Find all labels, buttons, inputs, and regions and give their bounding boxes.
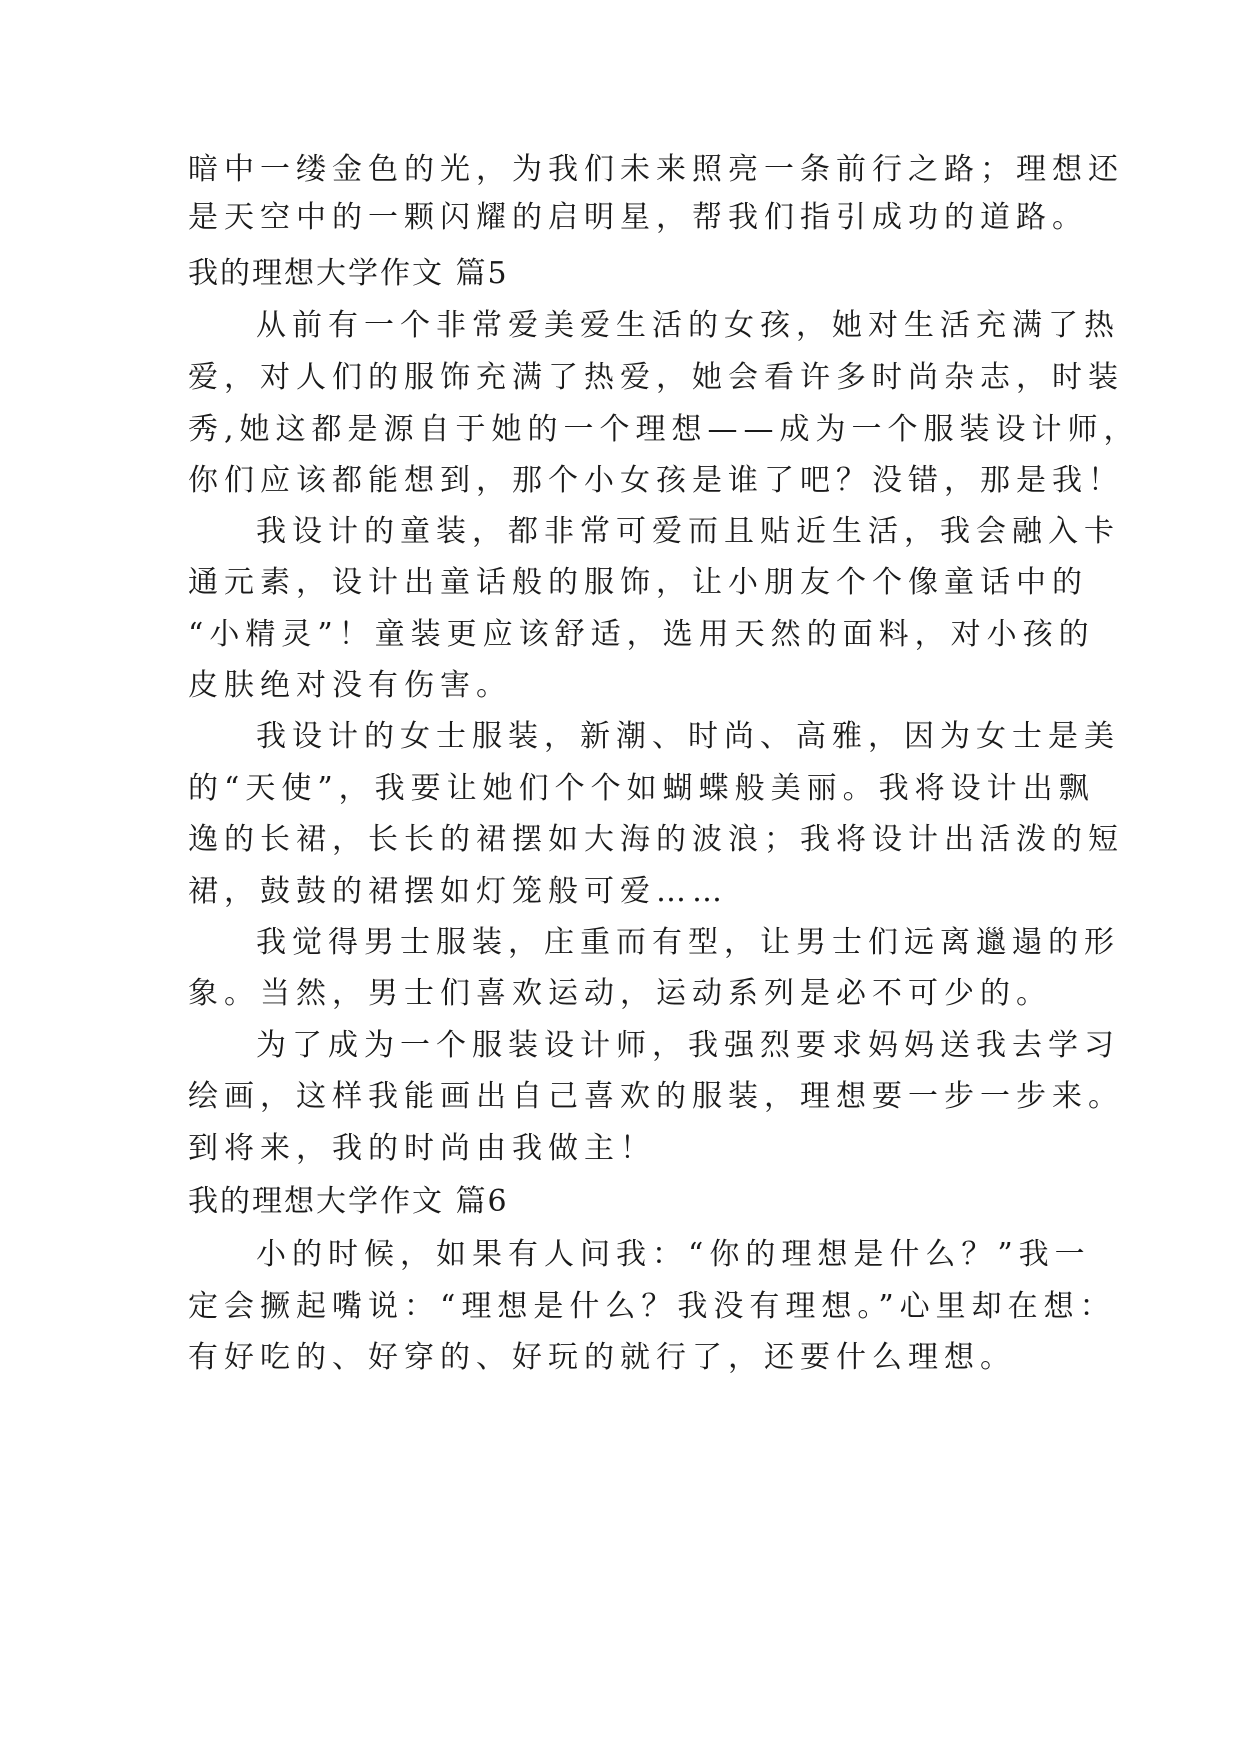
text-line: 有好吃的、好穿的、好玩的就行了，还要什么理想。 [188,1340,1016,1375]
text-line: 小的时候，如果有人问我：“你的理想是什么？”我一 [256,1237,1091,1272]
text-line: 象。当然，男士们喜欢运动，运动系列是必不可少的。 [188,976,1052,1011]
text-line: 暗中一缕金色的光，为我们未来照亮一条前行之路；理想还 [188,152,1124,187]
text-line: 为了成为一个服装设计师，我强烈要求妈妈送我去学习 [256,1028,1120,1063]
text-line: 你们应该都能想到，那个小女孩是谁了吧？没错，那是我！ [188,463,1124,498]
text-line: 裙，鼓鼓的裙摆如灯笼般可爱…… [188,874,728,909]
text-line: 到将来，我的时尚由我做主！ [188,1131,656,1166]
text-line: 我设计的童装，都非常可爱而且贴近生活，我会融入卡 [256,514,1120,549]
text-line: 的“天使”，我要让她们个个如蝴蝶般美丽。我将设计出飘 [188,771,1095,806]
text-line: 秀,她这都是源自于她的一个理想——成为一个服装设计师， [188,412,1140,447]
section-heading: 我的理想大学作文 篇5 [188,256,509,291]
text-line: 定会撅起嘴说：“理想是什么？我没有理想。”心里却在想： [188,1289,1116,1324]
text-line: 是天空中的一颗闪耀的启明星，帮我们指引成功的道路。 [188,200,1088,235]
text-line: 从前有一个非常爱美爱生活的女孩，她对生活充满了热 [256,308,1120,343]
text-line: 通元素，设计出童话般的服饰，让小朋友个个像童话中的 [188,565,1088,600]
text-line: 绘画，这样我能画出自己喜欢的服装，理想要一步一步来。 [188,1079,1124,1114]
text-line: 我觉得男士服装，庄重而有型，让男士们远离邋遢的形 [256,925,1120,960]
text-line: 逸的长裙，长长的裙摆如大海的波浪；我将设计出活泼的短 [188,822,1124,857]
text-line: “小精灵”！童装更应该舒适，选用天然的面料，对小孩的 [188,617,1095,652]
text-line: 皮肤绝对没有伤害。 [188,668,512,703]
text-line: 我设计的女士服装，新潮、时尚、高雅，因为女士是美 [256,719,1120,754]
text-line: 爱，对人们的服饰充满了热爱，她会看许多时尚杂志，时装 [188,360,1124,395]
section-heading: 我的理想大学作文 篇6 [188,1184,509,1219]
